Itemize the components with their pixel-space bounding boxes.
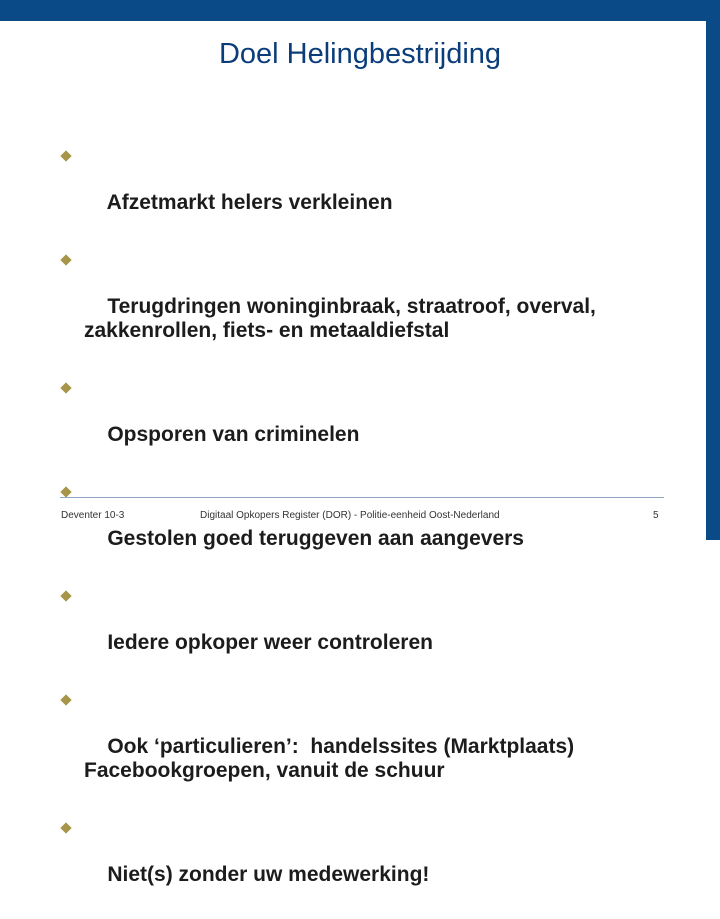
diamond-bullet-icon: [60, 486, 71, 497]
slide-title: Doel Helingbestrijding: [218, 38, 502, 70]
bullet-item: [60, 143, 596, 239]
bullet-item: [60, 687, 596, 807]
diamond-bullet-icon: [60, 822, 71, 833]
diamond-bullet-icon: [60, 382, 71, 393]
side-bar: [706, 21, 720, 540]
bullet-item: [60, 375, 596, 471]
footer-left-text: Deventer 10-3: [61, 510, 125, 521]
header-bar: [0, 0, 720, 21]
diamond-bullet-icon: [60, 590, 71, 601]
page-number: 5: [653, 510, 659, 521]
bullet-item: [60, 479, 596, 575]
diamond-bullet-icon: [60, 254, 71, 265]
bullet-text: Gestolen goed teruggeven aan aangevers: [107, 527, 524, 550]
bullet-item: [60, 815, 596, 911]
diamond-bullet-icon: [60, 694, 71, 705]
diamond-bullet-icon: [60, 150, 71, 161]
footer-center-text: Digitaal Opkopers Register (DOR) - Politie-eenheid Oost-Nederland: [200, 510, 500, 521]
bullet-text: Niet(s) zonder uw medewerking!: [107, 863, 430, 886]
bullet-item: [60, 583, 596, 679]
bullet-text: Ook ‘particulieren’: handelssites (Marktplaats) Facebookgroepen, vanuit de schuur: [84, 735, 575, 782]
bullet-text: Opsporen van criminelen: [107, 423, 360, 446]
bullet-text: Terugdringen woninginbraak, straatroof, overval, zakkenrollen, fiets- en metaaldiefstal: [84, 295, 596, 342]
bullet-list: [60, 143, 596, 919]
bullet-item: [60, 247, 596, 367]
footer-divider: [60, 497, 664, 498]
bullet-text: Afzetmarkt helers verkleinen: [106, 191, 393, 214]
bullet-text: Iedere opkoper weer controleren: [107, 631, 433, 654]
